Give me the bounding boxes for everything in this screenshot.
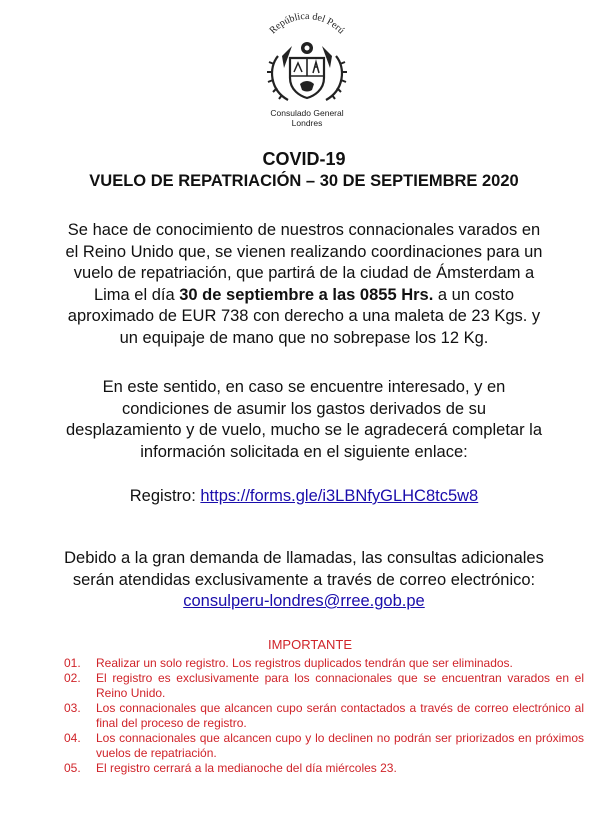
list-item-number: 01.: [64, 655, 81, 670]
paragraph-line: un equipaje de mano que no sobrepase los 12 Kg.: [119, 328, 489, 347]
registration-link[interactable]: https://forms.gle/i3LBNfyGLHC8tc5w8: [200, 487, 479, 505]
registration-label: Registro:: [129, 487, 201, 505]
paragraph-line: condiciones de asumir los gastos derivados de su: [121, 399, 487, 418]
list-item: [64, 671, 584, 700]
list-item-text: Los connacionales que alcancen cupo y lo declinen no podrán ser priorizados en próximos vuelos de repatriación.: [96, 731, 584, 760]
paragraph-line: información solicitada en el siguiente enlace:: [140, 442, 468, 461]
list-item-text: Realizar un solo registro. Los registros duplicados tendrán que ser eliminados.: [96, 655, 513, 670]
notice-title: COVID-19: [262, 149, 346, 169]
interest-paragraph: [0, 377, 608, 463]
paragraph-line: serán atendidas exclusivamente a través de correo electrónico:: [72, 570, 536, 589]
paragraph-line: [0, 285, 608, 307]
paragraph-text: a un costo: [433, 285, 515, 304]
consulate-seal: [248, 12, 366, 132]
notice-heading: [0, 148, 608, 192]
seal-arc-text: República del Perú: [267, 12, 347, 37]
contact-email-link[interactable]: consulperu-londres@rree.gob.pe: [183, 592, 425, 610]
flight-date-time: 30 de septiembre a las 0855 Hrs.: [179, 285, 434, 304]
list-item-number: 05.: [64, 761, 81, 775]
seal-consulado: Consulado General: [270, 108, 344, 118]
list-item-number: 02.: [64, 671, 81, 685]
list-item: [64, 701, 584, 730]
list-item-number: 03.: [64, 701, 81, 715]
notice-subtitle: VUELO DE REPATRIACIÓN – 30 DE SEPTIEMBRE 2020: [89, 172, 519, 190]
paragraph-line: Se hace de conocimiento de nuestros connacionales varados en: [67, 221, 541, 239]
peru-coat-of-arms-icon: [248, 12, 366, 108]
paragraph-line: En este sentido, en caso se encuentre interesado, y en: [102, 378, 506, 396]
flight-info-paragraph: [0, 220, 608, 349]
list-item-text: El registro es exclusivamente para los connacionales que se encuentran varados en el Reino Unido.: [96, 671, 584, 700]
list-item-text: El registro cerrará a la medianoche del día miércoles 23.: [96, 761, 397, 775]
paragraph-line: vuelo de repatriación, que partirá de la ciudad de Ámsterdam a: [73, 264, 535, 282]
paragraph-line: aproximado de EUR 738 con derecho a una maleta de 23 Kgs. y: [67, 307, 541, 325]
paragraph-line: el Reino Unido que, se vienen realizando coordinaciones para un: [65, 242, 543, 261]
important-heading: IMPORTANTE: [267, 637, 353, 652]
list-item: [64, 731, 584, 760]
seal-city: Londres: [291, 118, 323, 128]
paragraph-line: Debido a la gran demanda de llamadas, las consultas adicionales: [64, 549, 544, 567]
list-item-number: 04.: [64, 731, 81, 745]
paragraph-text: Lima el día: [93, 285, 180, 304]
list-item: [64, 656, 584, 671]
paragraph-line: desplazamiento y de vuelo, mucho se le agradecerá completar la: [65, 421, 543, 439]
registration-line: [0, 486, 608, 508]
contact-paragraph: [0, 548, 608, 613]
list-item: [64, 761, 584, 776]
list-item-text: Los connacionales que alcancen cupo serán contactados a través de correo electrónico al final del proceso de registro.: [96, 701, 584, 730]
important-notes: [64, 638, 584, 777]
